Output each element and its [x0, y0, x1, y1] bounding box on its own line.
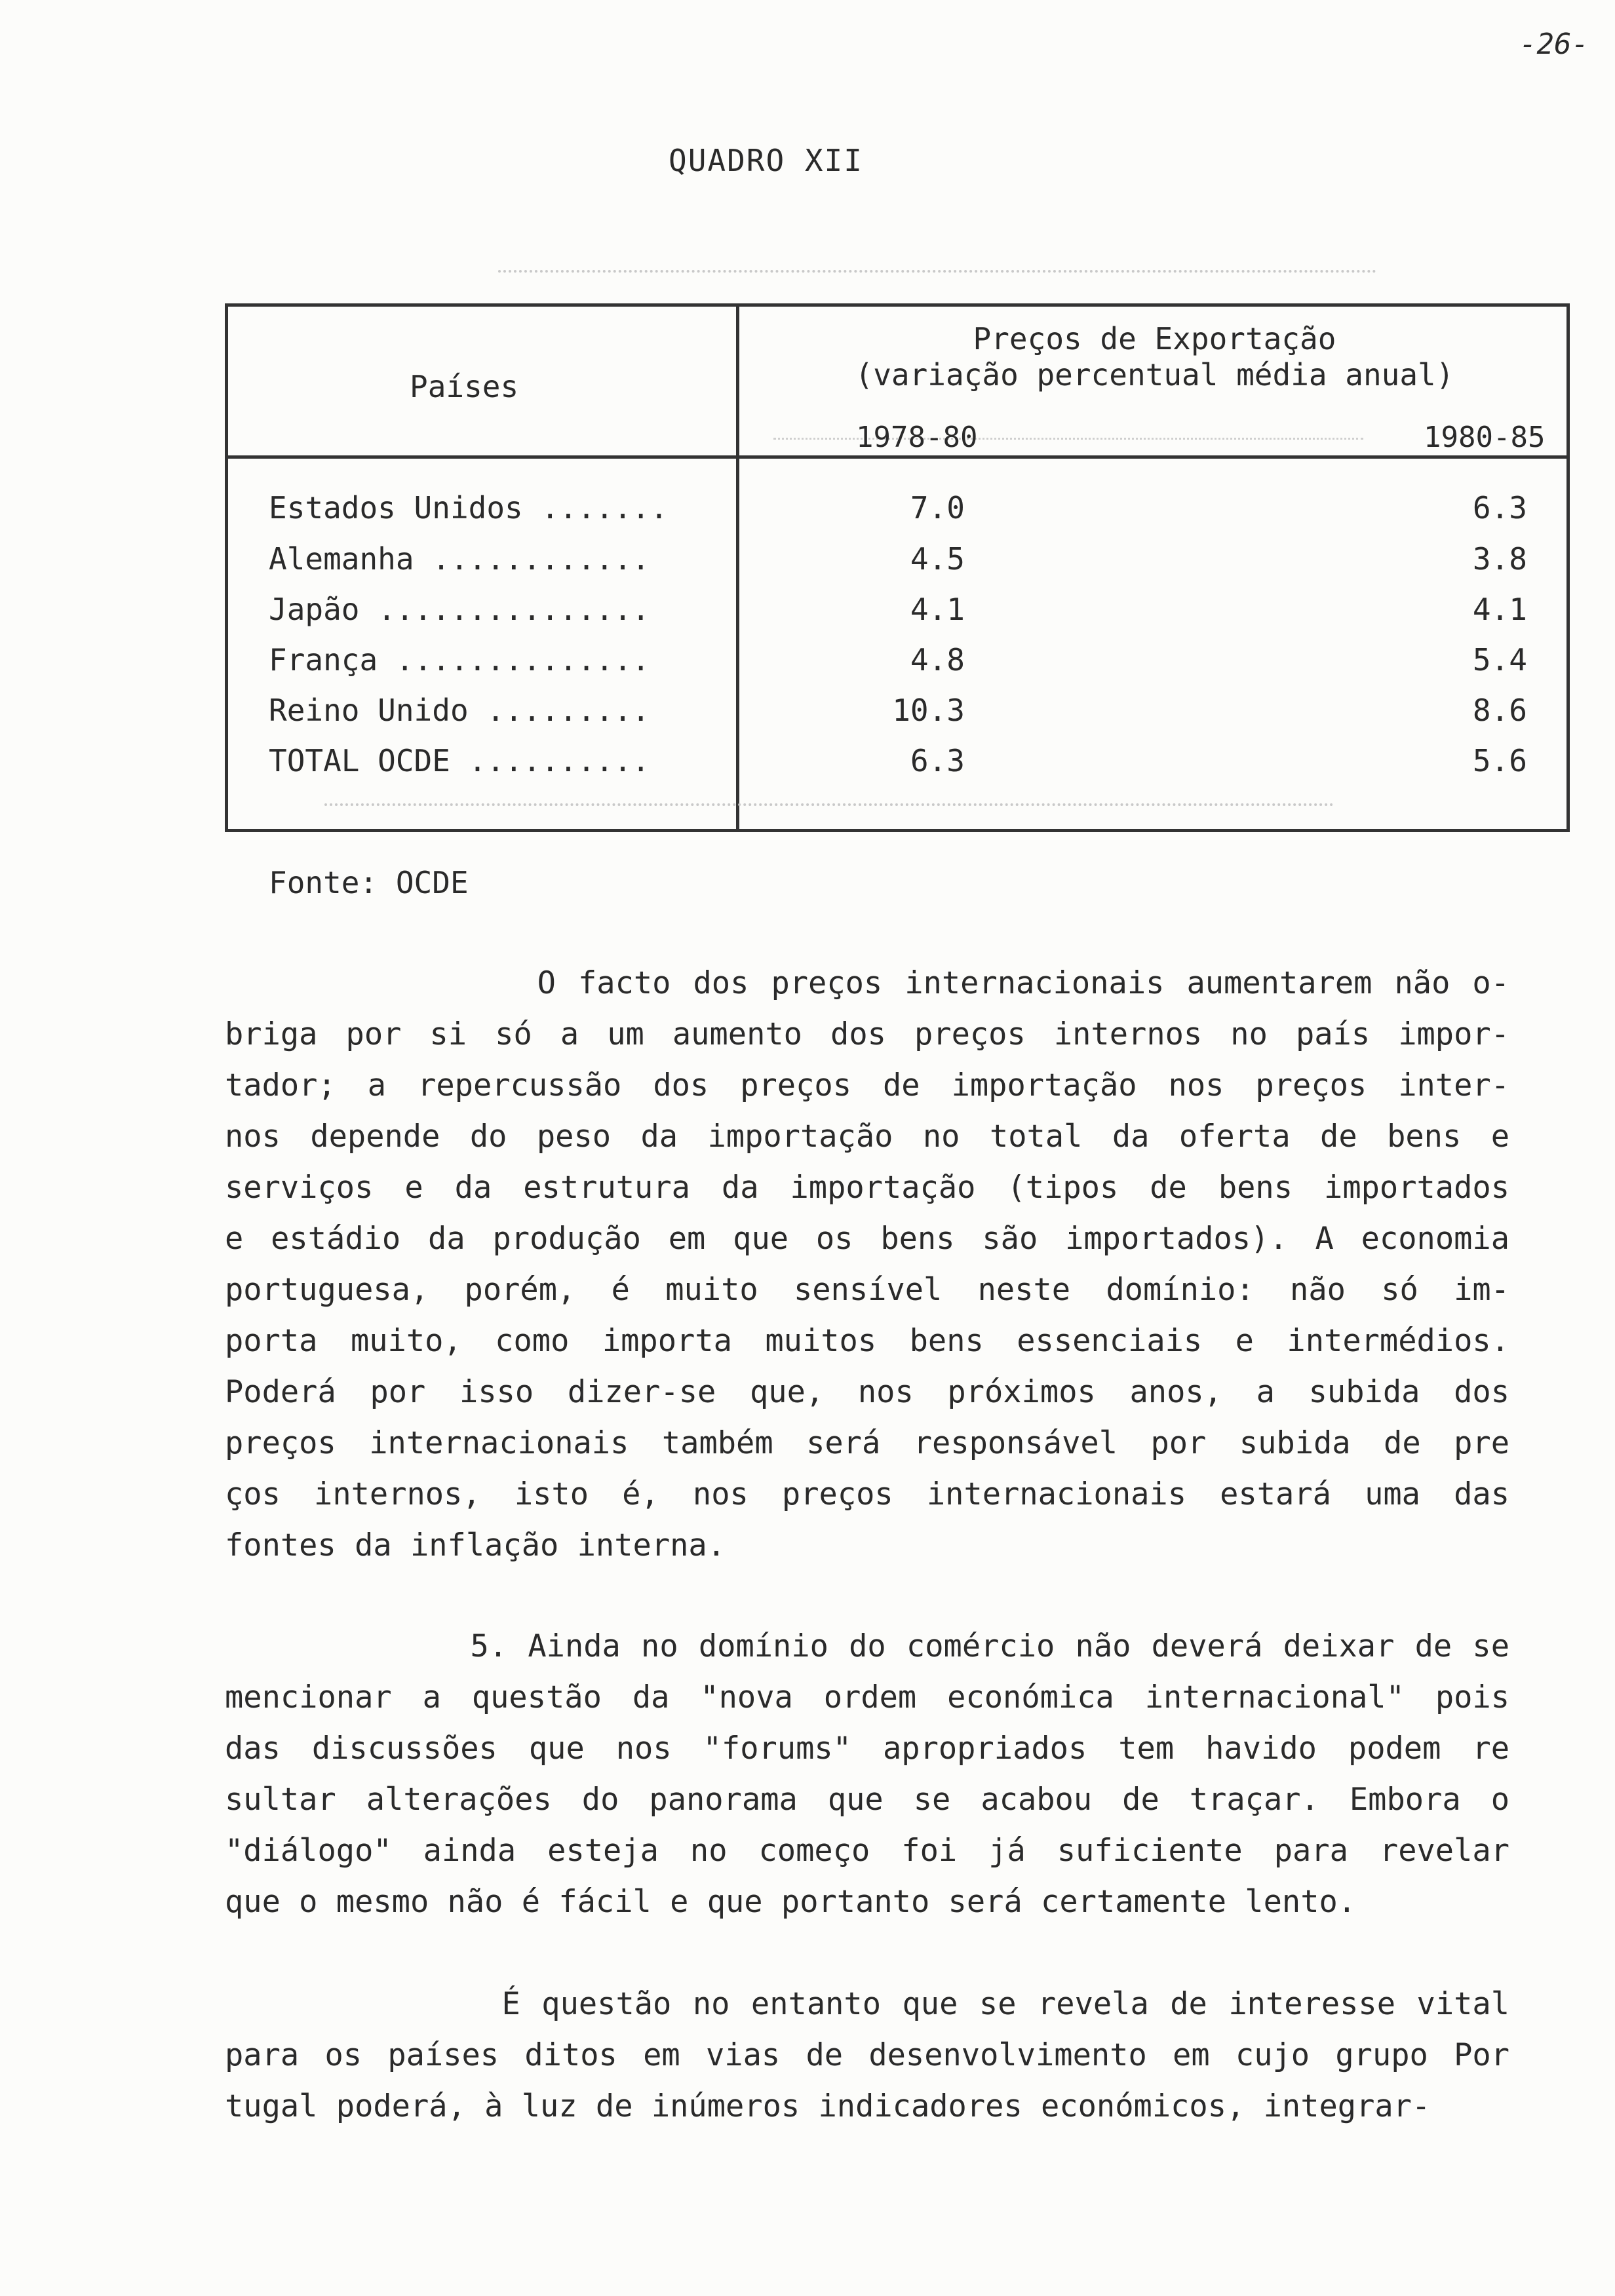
row-country: TOTAL OCDE .......... [269, 743, 650, 778]
text-line: das discussões que nos "forums" apropriados tem havido podem re [225, 1731, 1509, 1767]
row-country: Reino Unido ......... [269, 693, 650, 728]
text-line: ços internos, isto é, nos preços internacionais estará uma das [225, 1476, 1509, 1512]
text-line: mencionar a questão da "nova ordem económica internacional" pois [225, 1679, 1509, 1715]
header-year-1: 1978-80 [856, 421, 978, 454]
row-value-1980: 5.4 [1472, 642, 1527, 678]
quadro-title: QUADRO XII [669, 143, 863, 178]
row-value-1978: 10.3 [892, 693, 965, 728]
header-export-subtitle: (variação percentual média anual) [855, 357, 1454, 392]
paragraph-3 [225, 1979, 1509, 2132]
header-export-prices: Preços de Exportação [973, 321, 1336, 356]
text-line: portuguesa, porém, é muito sensível neste domínio: não só im- [225, 1272, 1509, 1308]
source-note: Fonte: OCDE [269, 865, 469, 900]
row-value-1978: 6.3 [910, 743, 965, 778]
page-number: -26- [1519, 28, 1589, 61]
header-year-2: 1980-85 [1424, 421, 1546, 454]
paragraph-2 [225, 1621, 1509, 1928]
text-line: "diálogo" ainda esteja no começo foi já suficiente para revelar [225, 1833, 1509, 1869]
row-country: Japão ............... [269, 592, 650, 627]
text-line: porta muito, como importa muitos bens essenciais e intermédios. [225, 1323, 1509, 1359]
row-country: França .............. [269, 642, 650, 678]
row-value-1980: 5.6 [1472, 743, 1527, 778]
dotted-rule [498, 270, 1376, 273]
row-value-1978: 4.5 [910, 541, 965, 577]
row-value-1980: 4.1 [1472, 592, 1527, 627]
row-country: Alemanha ............ [269, 541, 650, 577]
text-line: preços internacionais também será responsável por subida de pre [225, 1425, 1509, 1461]
text-line: O facto dos preços internacionais aumentarem não o- [225, 965, 1509, 1001]
text-line: Poderá por isso dizer-se que, nos próximos anos, a subida dos [225, 1374, 1509, 1410]
text-line: fontes da inflação interna. [225, 1527, 726, 1563]
table-header-divider [225, 455, 1570, 459]
text-line: que o mesmo não é fácil e que portanto será certamente lento. [225, 1884, 1357, 1920]
header-countries: Países [410, 369, 519, 404]
text-line: sultar alterações do panorama que se acabou de traçar. Embora o [225, 1782, 1509, 1818]
row-value-1978: 4.1 [910, 592, 965, 627]
text-line: tugal poderá, à luz de inúmeros indicadores económicos, integrar- [225, 2088, 1431, 2124]
row-country: Estados Unidos ....... [269, 490, 669, 526]
row-value-1980: 6.3 [1472, 490, 1527, 526]
text-line: nos depende do peso da importação no total da oferta de bens e [225, 1119, 1509, 1155]
paragraph-1 [225, 958, 1509, 1571]
dotted-rule [324, 803, 1334, 806]
text-line: briga por si só a um aumento dos preços internos no país impor- [225, 1016, 1509, 1052]
row-value-1980: 3.8 [1472, 541, 1527, 577]
row-value-1978: 4.8 [910, 642, 965, 678]
text-line: É questão no entanto que se revela de interesse vital [225, 1986, 1509, 2022]
text-line: e estádio da produção em que os bens são importados). A economia [225, 1221, 1509, 1257]
text-line: serviços e da estrutura da importação (tipos de bens importados [225, 1170, 1509, 1206]
text-line: 5. Ainda no domínio do comércio não deverá deixar de se [225, 1628, 1509, 1664]
row-value-1978: 7.0 [910, 490, 965, 526]
text-line: para os países ditos em vias de desenvolvimento em cujo grupo Por [225, 2037, 1509, 2073]
text-line: tador; a repercussão dos preços de importação nos preços inter- [225, 1067, 1509, 1103]
row-value-1980: 8.6 [1472, 693, 1527, 728]
